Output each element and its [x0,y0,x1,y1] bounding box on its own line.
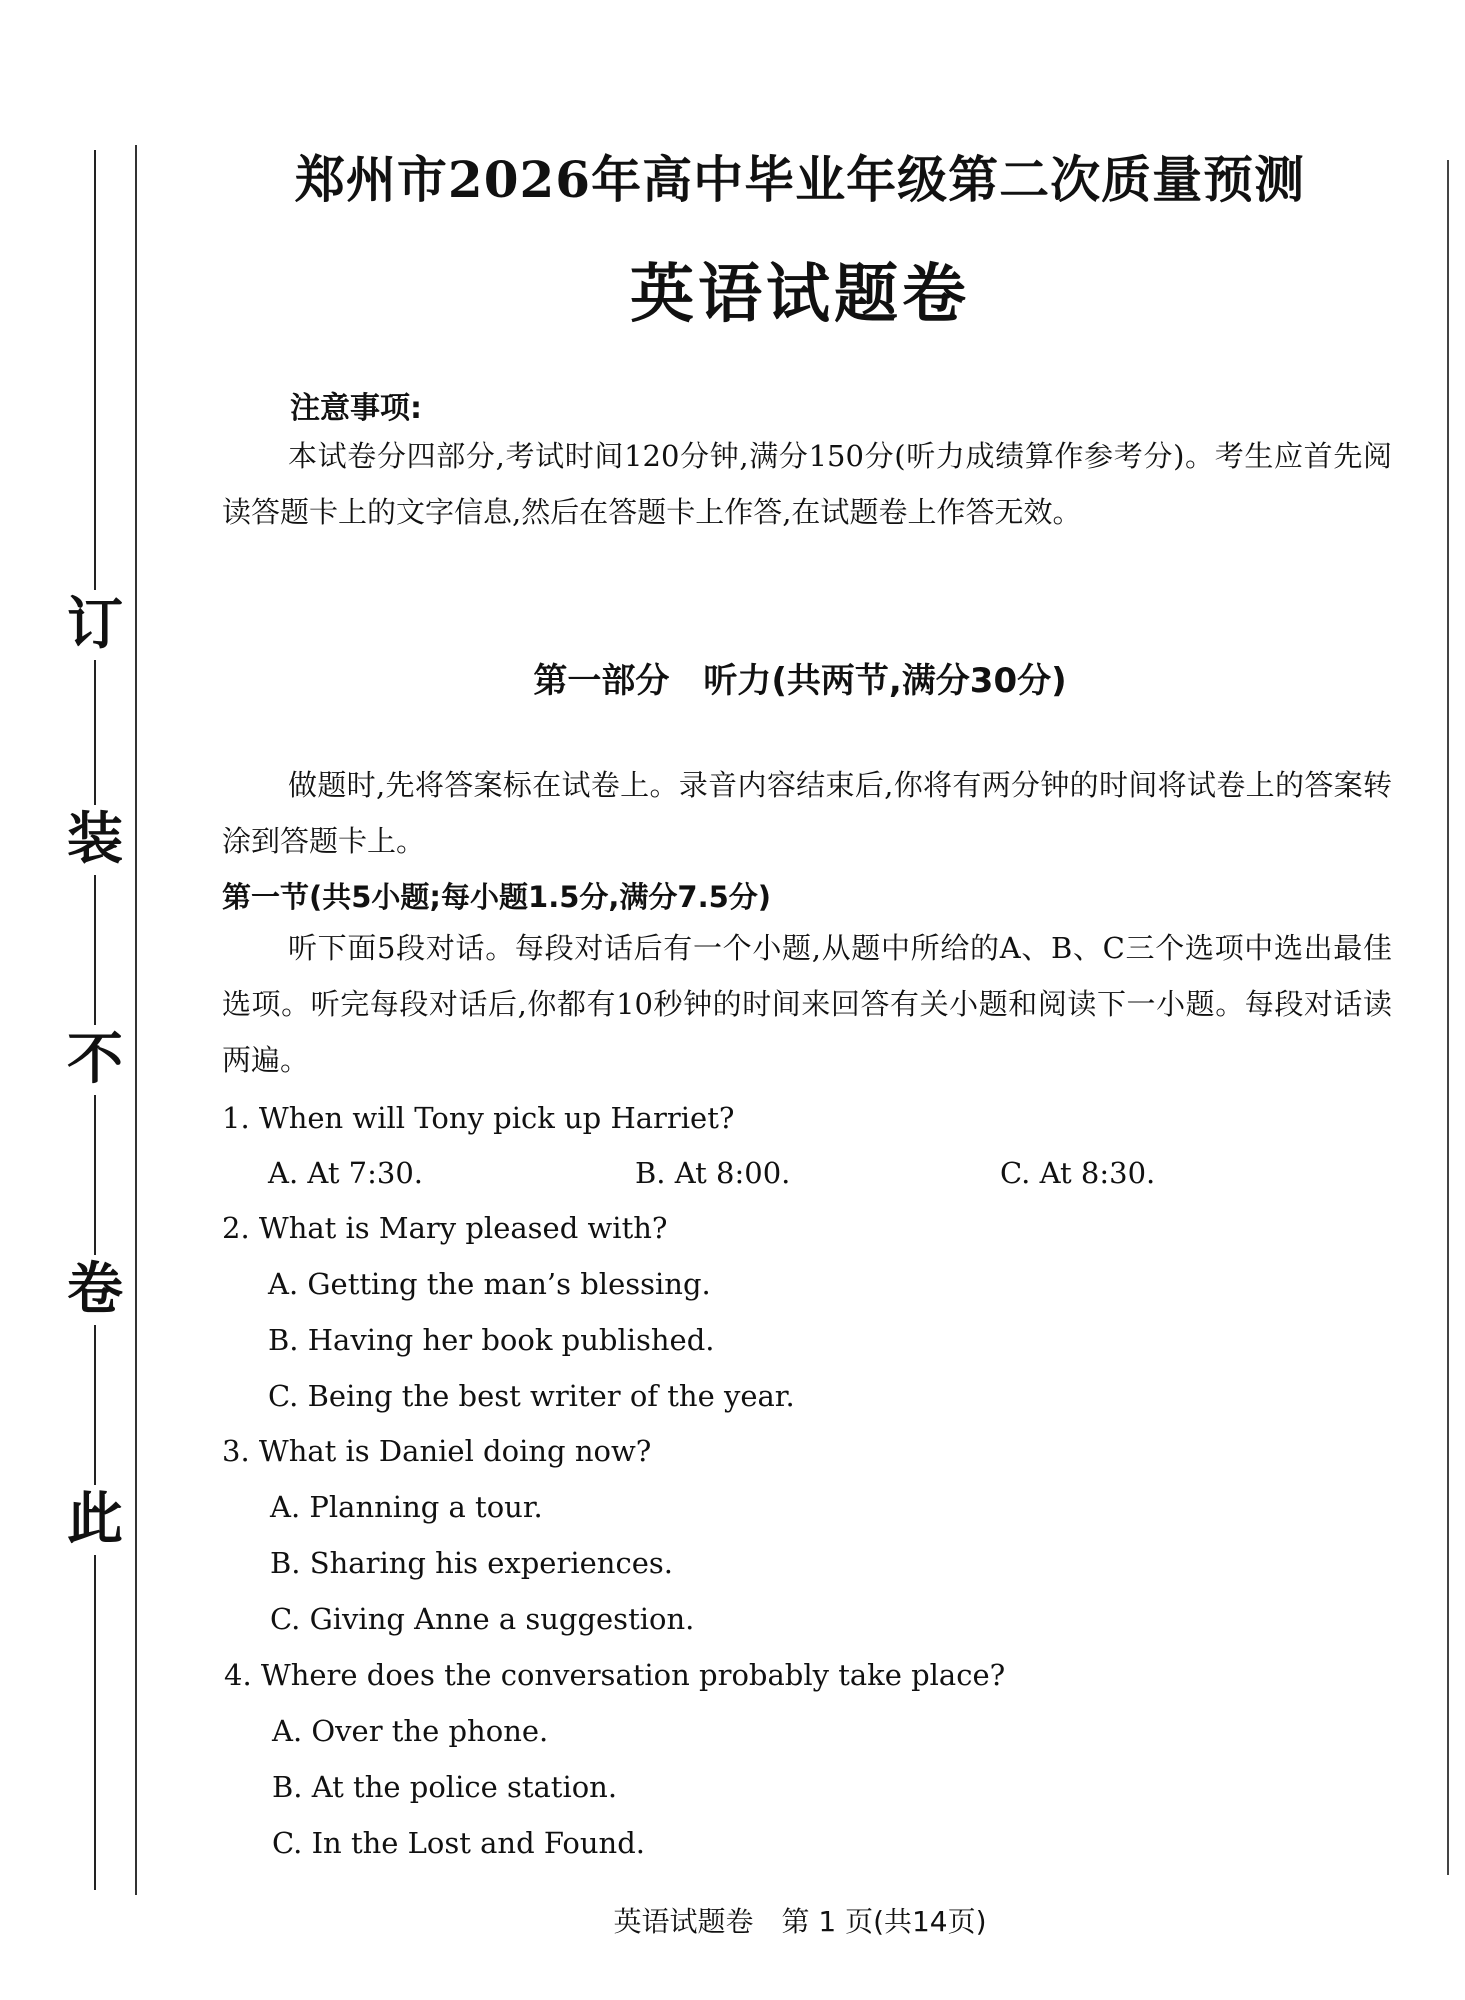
answer-option: C. At 8:30. [1000,1156,1156,1190]
question-stem: 2. What is Mary pleased with? [222,1211,668,1245]
margin-char-zhuang: 装 [60,805,130,875]
exam-title: 郑州市2026年高中毕业年级第二次质量预测 [294,150,1306,209]
section-instruction: 听下面5段对话。每段对话后有一个小题,从题中所给的A、B、C三个选项中选出最佳选项。听完每段对话后,你都有10秒钟的时间来回答有关小题和阅读下一小题。每段对话读两遍。 [222,931,1392,1077]
question-stem: 3. What is Daniel doing now? [222,1434,652,1468]
answer-option: C. Being the best writer of the year. [268,1379,795,1413]
notice-heading: 注意事项: [290,391,422,426]
answer-option: A. Over the phone. [272,1714,549,1748]
margin-line-segment [94,150,96,590]
answer-option: A. Getting the man’s blessing. [268,1267,711,1301]
binding-margin [60,150,130,1890]
answer-option: A. Planning a tour. [270,1490,543,1524]
margin-rule [135,145,137,1895]
part-instruction: 做题时,先将答案标在试卷上。录音内容结束后,你将有两分钟的时间将试卷上的答案转涂到答题卡上。 [222,768,1392,858]
notice-body: 本试卷分四部分,考试时间120分钟,满分150分(听力成绩算作参考分)。考生应首先阅读答题卡上的文字信息,然后在答题卡上作答,在试题卷上作答无效。 [222,439,1392,529]
right-edge-rule [1447,160,1449,1875]
answer-option: C. In the Lost and Found. [272,1826,646,1860]
margin-char-ci: 此 [60,1485,130,1555]
section-heading: 第一节(共5小题;每小题1.5分,满分7.5分) [222,880,772,914]
paper-title: 英语试题卷 [630,258,970,332]
answer-option: B. Having her book published. [268,1323,715,1357]
margin-char-bu: 不 [60,1025,130,1095]
page-footer: 英语试题卷 第 1 页(共14页) [613,1905,987,1938]
answer-option: B. At 8:00. [635,1156,791,1190]
margin-char-ding: 订 [60,590,130,660]
answer-option: B. At the police station. [272,1770,618,1804]
answer-option: B. Sharing his experiences. [270,1546,673,1580]
answer-option: C. Giving Anne a suggestion. [270,1602,695,1636]
margin-char-juan: 卷 [60,1255,130,1325]
question-stem: 4. Where does the conversation probably take place? [224,1658,1006,1692]
margin-line-segment [94,590,96,1890]
answer-option: A. At 7:30. [268,1156,424,1190]
question-stem: 1. When will Tony pick up Harriet? [222,1101,735,1135]
part-heading: 第一部分 听力(共两节,满分30分) [533,661,1067,701]
